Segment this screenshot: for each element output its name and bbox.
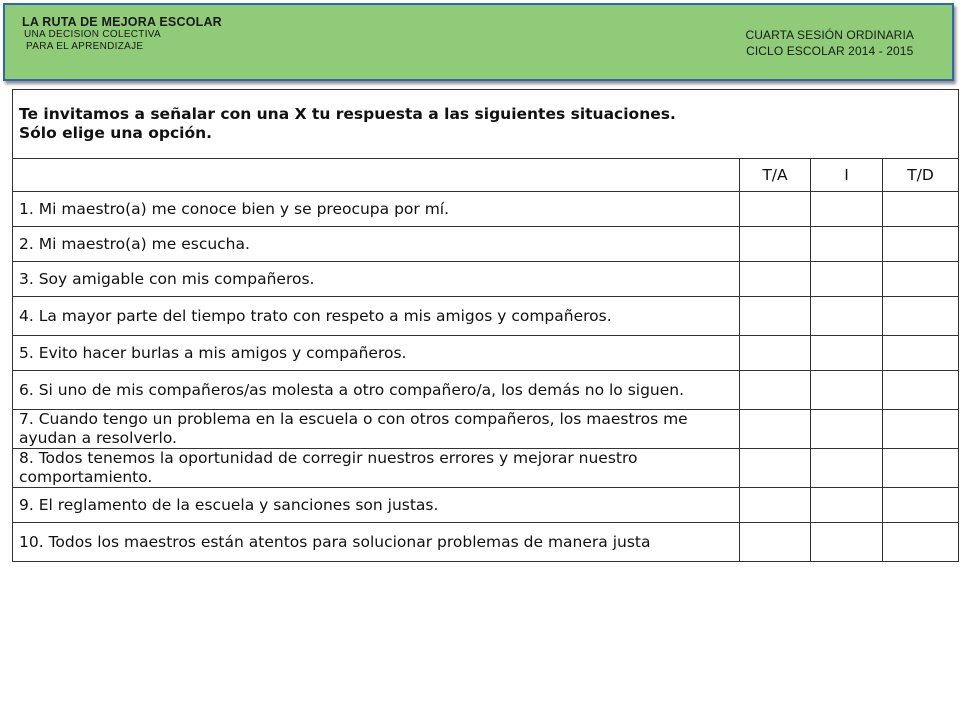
answer-cell-ta[interactable] (740, 262, 811, 297)
question-text: 10. Todos los maestros están atentos para solucionar problemas de manera justa (13, 523, 740, 562)
answer-cell-td[interactable] (883, 227, 959, 262)
instruction-row (13, 90, 959, 159)
answer-cell-ta[interactable] (740, 227, 811, 262)
question-text: 9. El reglamento de la escuela y sanciones son justas. (13, 488, 740, 523)
column-header-i: I (811, 159, 883, 192)
question-row (13, 262, 959, 297)
column-header-row (13, 159, 959, 192)
school-year: CICLO ESCOLAR 2014 - 2015 (746, 44, 914, 58)
column-header-ta: T/A (740, 159, 811, 192)
instruction-cell (13, 90, 959, 159)
question-text: 2. Mi maestro(a) me escucha. (13, 227, 740, 262)
question-row (13, 449, 959, 488)
answer-cell-i[interactable] (811, 449, 883, 488)
answer-cell-i[interactable] (811, 192, 883, 227)
question-row (13, 336, 959, 371)
question-text: 1. Mi maestro(a) me conoce bien y se preocupa por mí. (13, 192, 740, 227)
answer-cell-td[interactable] (883, 410, 959, 449)
answer-cell-ta[interactable] (740, 371, 811, 410)
answer-cell-td[interactable] (883, 262, 959, 297)
question-row (13, 192, 959, 227)
answer-cell-i[interactable] (811, 227, 883, 262)
answer-cell-i[interactable] (811, 371, 883, 410)
answer-cell-i[interactable] (811, 336, 883, 371)
answer-cell-ta[interactable] (740, 488, 811, 523)
question-text: 5. Evito hacer burlas a mis amigos y compañeros. (13, 336, 740, 371)
answer-cell-td[interactable] (883, 523, 959, 562)
program-title-block (22, 15, 222, 53)
answer-cell-i[interactable] (811, 262, 883, 297)
answer-cell-td[interactable] (883, 336, 959, 371)
question-row (13, 371, 959, 410)
header-banner (3, 3, 954, 81)
session-name: CUARTA SESIÓN ORDINARIA (745, 28, 914, 42)
question-row (13, 488, 959, 523)
question-text: 6. Si uno de mis compañeros/as molesta a otro compañero/a, los demás no lo siguen. (13, 371, 740, 410)
answer-cell-ta[interactable] (740, 410, 811, 449)
instruction-line-2: Sólo elige una opción. (19, 124, 213, 142)
answer-cell-td[interactable] (883, 488, 959, 523)
answer-cell-ta[interactable] (740, 336, 811, 371)
program-title: LA RUTA DE MEJORA ESCOLAR (22, 15, 222, 29)
question-row (13, 227, 959, 262)
answer-cell-td[interactable] (883, 449, 959, 488)
answer-cell-td[interactable] (883, 371, 959, 410)
question-row (13, 410, 959, 449)
question-text: 3. Soy amigable con mis compañeros. (13, 262, 740, 297)
answer-cell-td[interactable] (883, 192, 959, 227)
session-info-block (745, 27, 914, 59)
answer-cell-ta[interactable] (740, 192, 811, 227)
survey-table (12, 89, 959, 562)
question-text: 7. Cuando tengo un problema en la escuela o con otros compañeros, los maestros me ayudan a resolverlo. (13, 410, 740, 449)
question-text: 4. La mayor parte del tiempo trato con respeto a mis amigos y compañeros. (13, 297, 740, 336)
answer-cell-ta[interactable] (740, 449, 811, 488)
question-text: 8. Todos tenemos la oportunidad de corregir nuestros errores y mejorar nuestro comportamiento. (13, 449, 740, 488)
answer-cell-i[interactable] (811, 297, 883, 336)
answer-cell-i[interactable] (811, 410, 883, 449)
question-row (13, 297, 959, 336)
blank-header-cell (13, 159, 740, 192)
instruction-line-1: Te invitamos a señalar con una X tu respuesta a las siguientes situaciones. (19, 105, 676, 123)
answer-cell-ta[interactable] (740, 523, 811, 562)
program-subtitle-2: PARA EL APRENDIZAJE (26, 41, 144, 52)
answer-cell-ta[interactable] (740, 297, 811, 336)
answer-cell-i[interactable] (811, 488, 883, 523)
question-row (13, 523, 959, 562)
column-header-td: T/D (883, 159, 959, 192)
answer-cell-i[interactable] (811, 523, 883, 562)
answer-cell-td[interactable] (883, 297, 959, 336)
program-subtitle-1: UNA DECISION COLECTIVA (24, 29, 161, 40)
